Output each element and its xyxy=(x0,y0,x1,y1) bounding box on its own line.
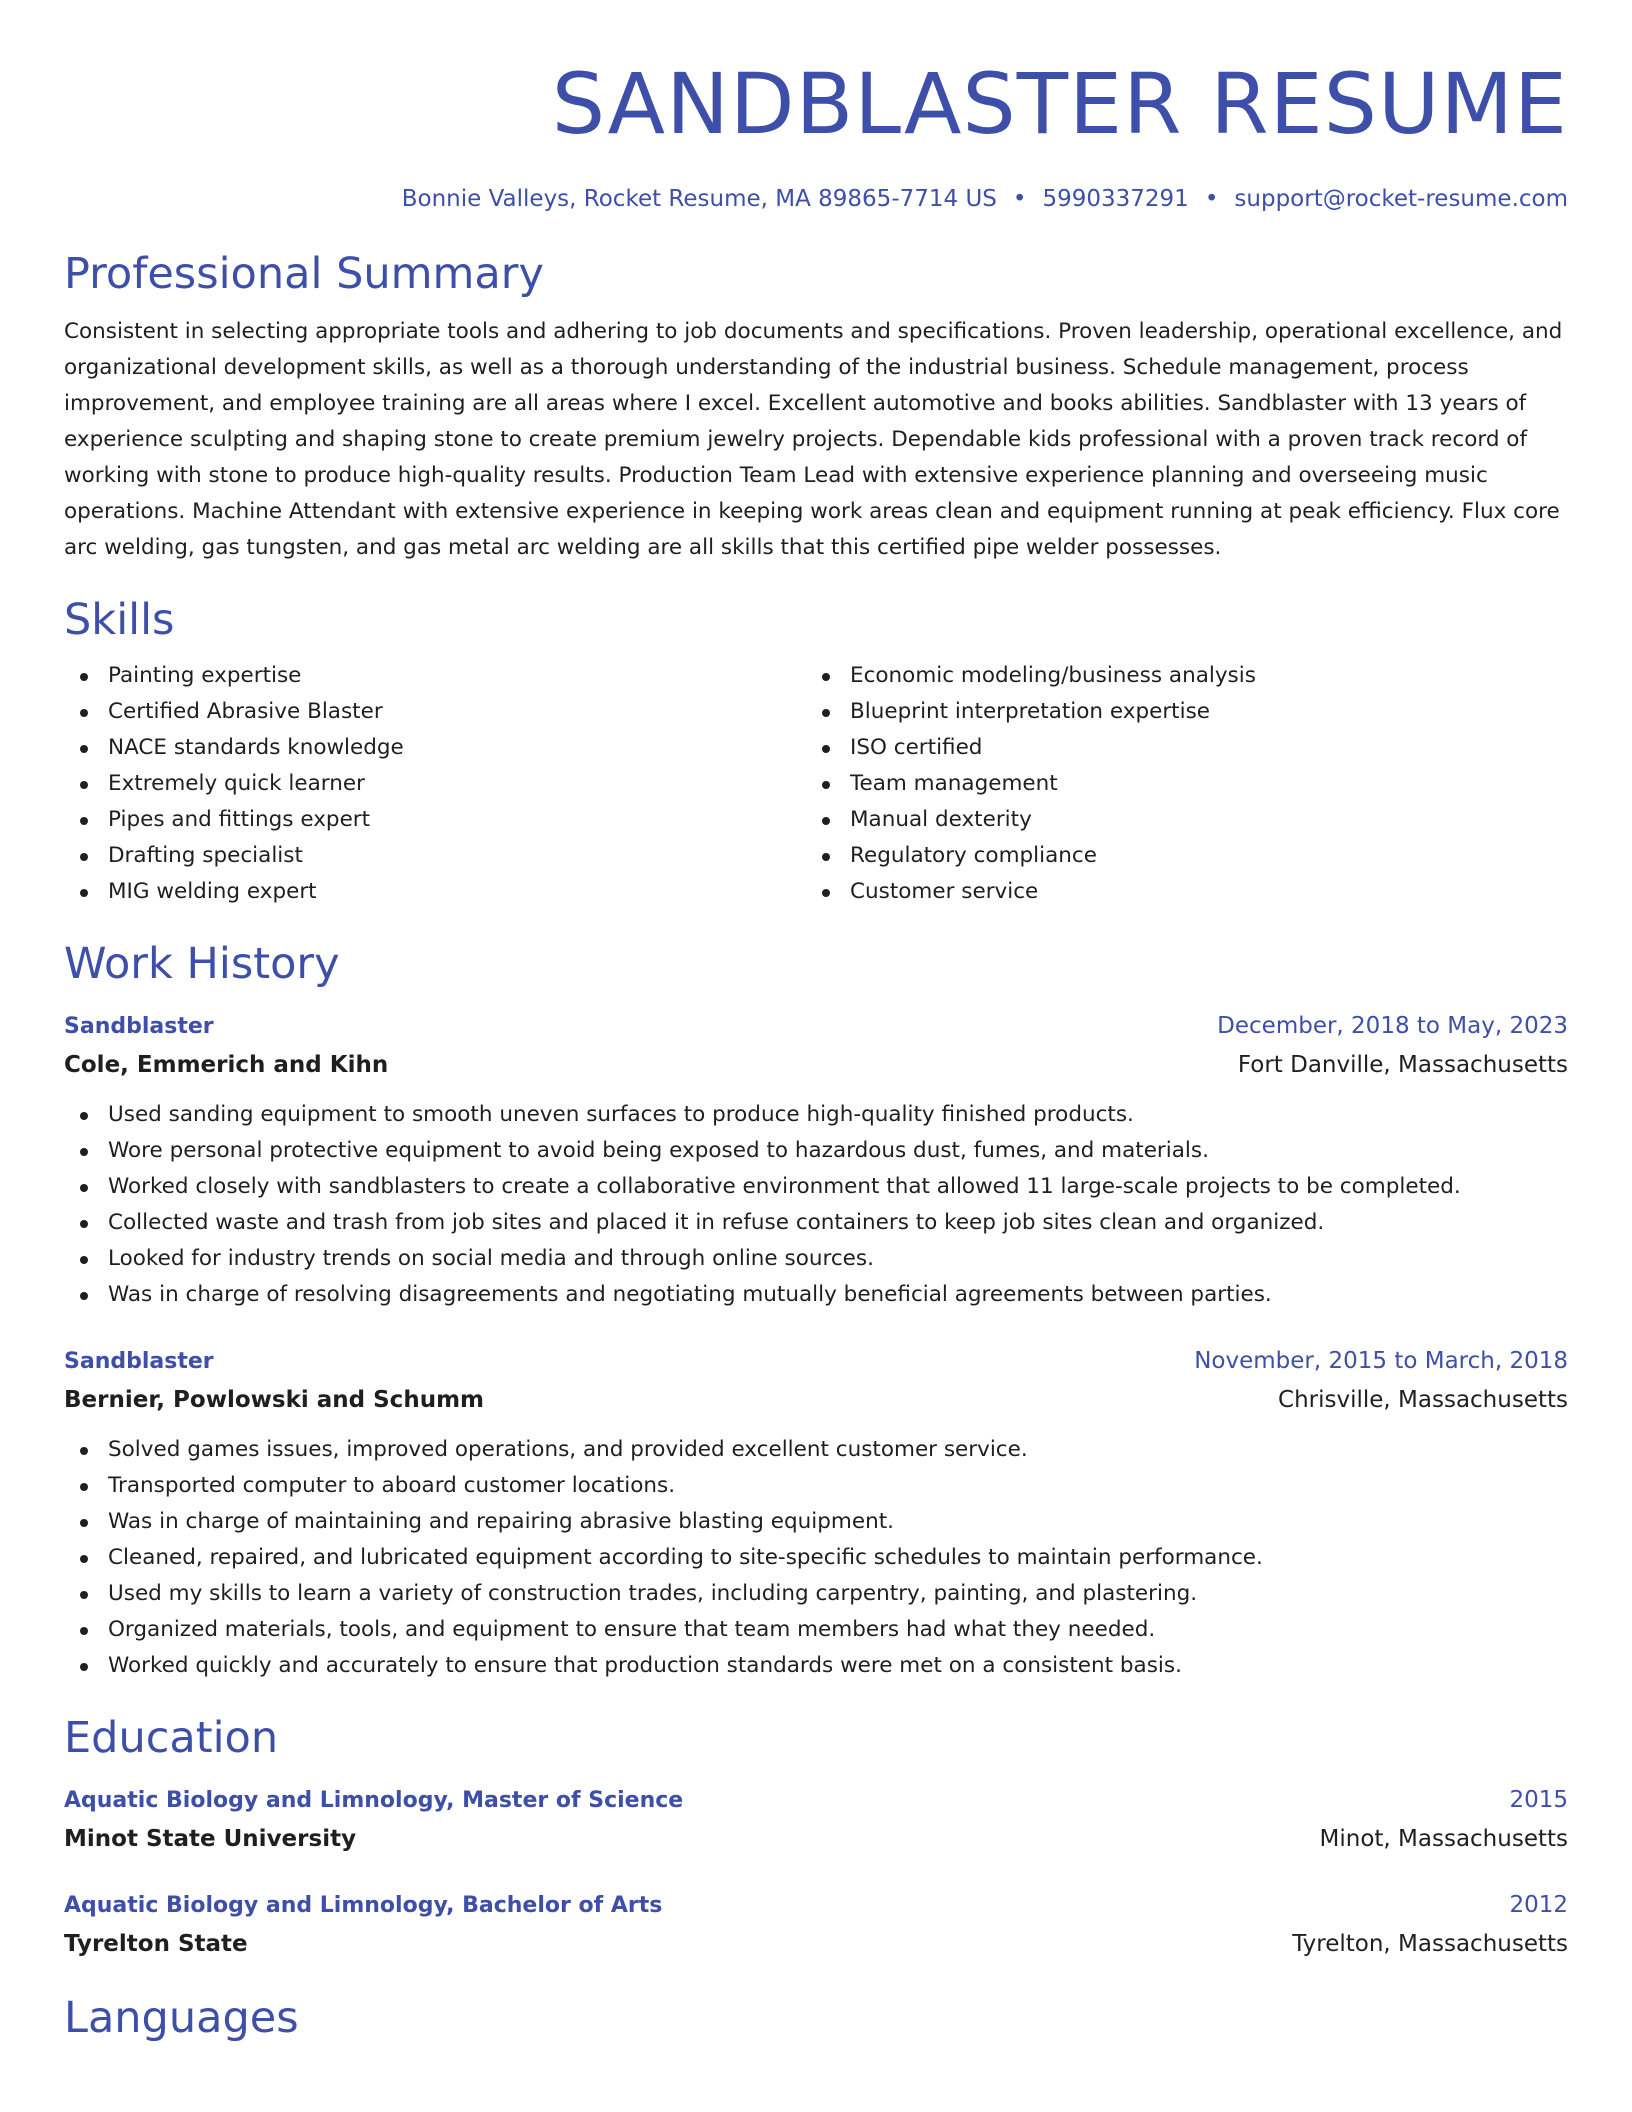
job-entry xyxy=(64,1343,1568,1684)
languages-heading: Languages xyxy=(64,1993,299,2043)
skills-right-column xyxy=(806,658,1548,910)
summary-heading: Professional Summary xyxy=(64,249,544,299)
education-entry xyxy=(64,1782,1568,1859)
email-link[interactable]: support@rocket-resume.com xyxy=(1234,186,1568,212)
skill-item: NACE standards knowledge xyxy=(64,730,806,766)
skill-item: ISO certified xyxy=(806,730,1548,766)
address: Bonnie Valleys, Rocket Resume, MA 89865-7714 US xyxy=(401,186,997,212)
job-bullet: Transported computer to aboard customer locations. xyxy=(64,1468,1568,1504)
skill-item: Regulatory compliance xyxy=(806,838,1548,874)
skill-item: Economic modeling/business analysis xyxy=(806,658,1548,694)
skill-item: Blueprint interpretation expertise xyxy=(806,694,1548,730)
school-location: Minot, Massachusetts xyxy=(1319,1826,1568,1852)
education-subheader xyxy=(64,1924,1568,1964)
skill-item: Customer service xyxy=(806,874,1548,910)
job-bullet: Worked quickly and accurately to ensure that production standards were met on a consistent basis. xyxy=(64,1648,1568,1684)
education-header xyxy=(64,1887,1568,1924)
job-location: Chrisville, Massachusetts xyxy=(1278,1387,1568,1413)
job-bullet: Looked for industry trends on social media and through online sources. xyxy=(64,1241,1568,1277)
skills-heading: Skills xyxy=(64,595,175,645)
job-header xyxy=(64,1343,1568,1380)
degree: Aquatic Biology and Limnology, Master of Science xyxy=(64,1788,684,1813)
job-bullet: Collected waste and trash from job sites and placed it in refuse containers to keep job sites clean and organized. xyxy=(64,1205,1568,1241)
job-bullets xyxy=(64,1097,1568,1313)
job-bullet: Solved games issues, improved operations, and provided excellent customer service. xyxy=(64,1432,1568,1468)
job-subheader xyxy=(64,1045,1568,1085)
job-bullet: Used my skills to learn a variety of construction trades, including carpentry, painting, and plastering. xyxy=(64,1576,1568,1612)
education-heading: Education xyxy=(64,1713,279,1763)
skill-item: Painting expertise xyxy=(64,658,806,694)
job-subheader xyxy=(64,1380,1568,1420)
job-entry xyxy=(64,1008,1568,1313)
school: Minot State University xyxy=(64,1826,357,1852)
phone: 5990337291 xyxy=(1042,186,1189,212)
school-location: Tyrelton, Massachusetts xyxy=(1292,1931,1568,1957)
skills-left-column xyxy=(64,658,806,910)
separator: • xyxy=(1012,186,1027,212)
graduation-year: 2015 xyxy=(1509,1787,1568,1813)
skill-item: Drafting specialist xyxy=(64,838,806,874)
skill-item: MIG welding expert xyxy=(64,874,806,910)
school: Tyrelton State xyxy=(64,1931,248,1957)
graduation-year: 2012 xyxy=(1509,1892,1568,1918)
job-bullet: Worked closely with sandblasters to create a collaborative environment that allowed 11 large-scale projects to be completed. xyxy=(64,1169,1568,1205)
education-header xyxy=(64,1782,1568,1819)
job-title: Sandblaster xyxy=(64,1014,214,1039)
skill-item: Team management xyxy=(806,766,1548,802)
job-bullet: Used sanding equipment to smooth uneven surfaces to produce high-quality finished products. xyxy=(64,1097,1568,1133)
job-bullet: Organized materials, tools, and equipment to ensure that team members had what they needed. xyxy=(64,1612,1568,1648)
degree: Aquatic Biology and Limnology, Bachelor of Arts xyxy=(64,1893,663,1918)
education-entry xyxy=(64,1887,1568,1964)
summary-text: Consistent in selecting appropriate tools and adhering to job documents and specifications. Proven leadership, operational excellence, and organizational development skills, as well as a thorough understanding of the industrial business. Schedule management, process improvement, and employee training are all areas where I excel. Excellent automotive and books abilities. Sandblaster with 13 years of experience sculpting and shaping stone to create premium jewelry projects. Dependable kids professional with a proven track record of working with stone to produce high-quality results. Production Team Lead with extensive experience planning and overseeing music operations. Machine Attendant with extensive experience in keeping work areas clean and equipment running at peak efficiency. Flux core arc welding, gas tungsten, and gas metal arc welding are all skills that this certified pipe welder possesses. xyxy=(64,319,1563,560)
job-bullet: Wore personal protective equipment to avoid being exposed to hazardous dust, fumes, and materials. xyxy=(64,1133,1568,1169)
skill-item: Manual dexterity xyxy=(806,802,1548,838)
work-history-heading: Work History xyxy=(64,939,340,989)
job-company: Bernier, Powlowski and Schumm xyxy=(64,1387,484,1413)
job-bullet: Cleaned, repaired, and lubricated equipment according to site-specific schedules to maintain performance. xyxy=(64,1540,1568,1576)
contact-line xyxy=(64,186,1568,212)
resume-name: SANDBLASTER RESUME xyxy=(551,55,1568,153)
job-header xyxy=(64,1008,1568,1045)
separator: • xyxy=(1204,186,1219,212)
job-title: Sandblaster xyxy=(64,1349,214,1374)
skill-item: Extremely quick learner xyxy=(64,766,806,802)
education-subheader xyxy=(64,1819,1568,1859)
skill-item: Pipes and fittings expert xyxy=(64,802,806,838)
job-company: Cole, Emmerich and Kihn xyxy=(64,1052,389,1078)
job-bullets xyxy=(64,1432,1568,1684)
skill-item: Certified Abrasive Blaster xyxy=(64,694,806,730)
job-bullet: Was in charge of resolving disagreements and negotiating mutually beneficial agreements between parties. xyxy=(64,1277,1568,1313)
job-dates: November, 2015 to March, 2018 xyxy=(1194,1348,1568,1374)
job-bullet: Was in charge of maintaining and repairing abrasive blasting equipment. xyxy=(64,1504,1568,1540)
job-dates: December, 2018 to May, 2023 xyxy=(1217,1013,1568,1039)
job-location: Fort Danville, Massachusetts xyxy=(1237,1052,1568,1078)
skills-list xyxy=(64,658,1568,910)
